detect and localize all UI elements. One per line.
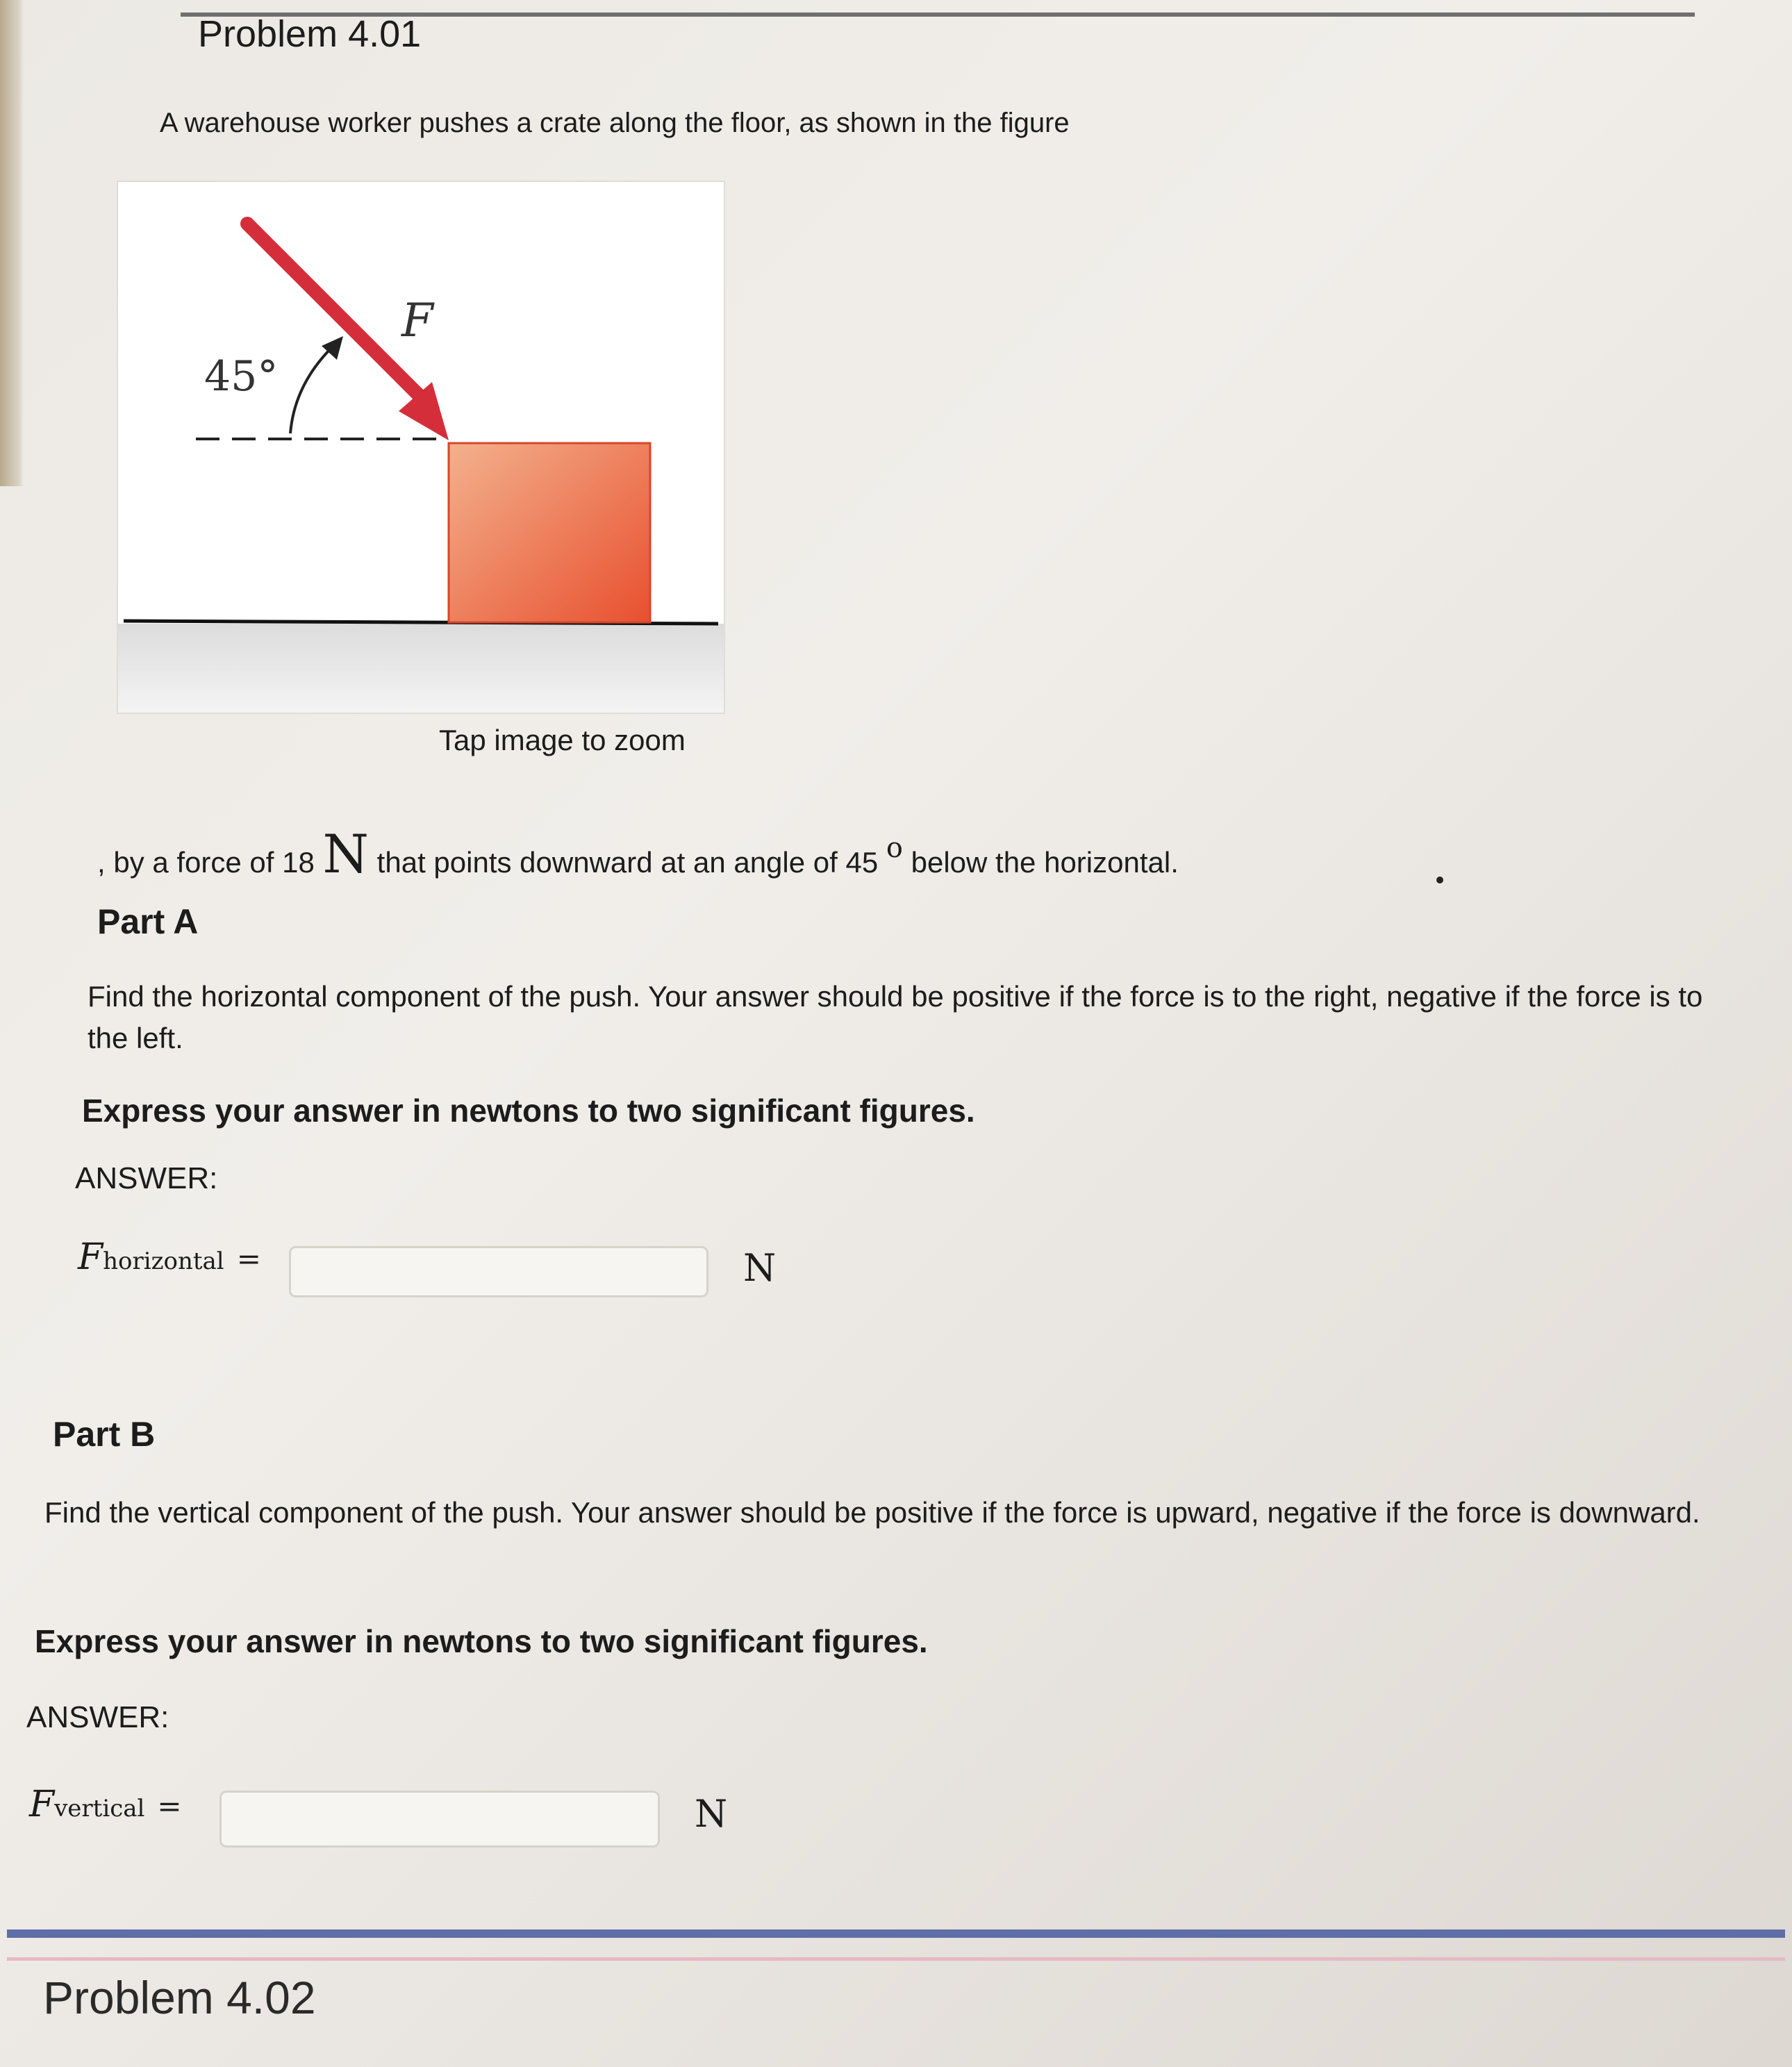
part-b-equals: = xyxy=(157,1789,182,1823)
part-b-subscript: vertical xyxy=(54,1795,145,1823)
problem-figure[interactable] xyxy=(117,181,725,714)
part-a-subscript: horizontal xyxy=(103,1247,224,1275)
part-b-instruction: Express your answer in newtons to two significant figures. xyxy=(35,1623,928,1659)
part-a-label: Part A xyxy=(97,902,199,941)
paper-edge xyxy=(0,0,24,486)
problem-intro: A warehouse worker pushes a crate along the floor, as shown in the figure xyxy=(160,108,1070,138)
floor-shading xyxy=(118,624,724,713)
part-b-answer-label: ANSWER: xyxy=(26,1700,169,1734)
statement-prefix: , by a force of 18 xyxy=(97,846,323,879)
angle-arc xyxy=(290,344,335,433)
force-label: F xyxy=(401,294,433,347)
part-a-unit: N xyxy=(743,1246,777,1290)
crate xyxy=(449,443,650,622)
crate-diagram xyxy=(118,182,724,713)
zoom-hint[interactable]: Tap image to zoom xyxy=(439,724,686,756)
part-b-unit: N xyxy=(695,1792,728,1836)
part-b-label: Part B xyxy=(53,1415,156,1454)
next-problem-title: Problem 4.02 xyxy=(43,1972,316,2023)
part-a-instruction: Express your answer in newtons to two significant figures. xyxy=(82,1093,975,1129)
part-a-answer-input[interactable] xyxy=(289,1246,708,1297)
stray-dot xyxy=(1436,877,1443,883)
part-b-answer-input[interactable] xyxy=(219,1791,660,1848)
part-b-equation xyxy=(29,1784,182,1825)
part-a-variable: F xyxy=(78,1236,103,1278)
part-a-equals: = xyxy=(236,1242,261,1276)
degree-symbol: o xyxy=(886,832,903,864)
angle-label: 45° xyxy=(204,352,279,401)
part-a-equation xyxy=(78,1236,261,1278)
problem-statement xyxy=(97,823,1179,885)
section-divider-accent xyxy=(7,1957,1785,1961)
part-b-question: Find the vertical component of the push. Your answer should be positive if the force is upward, negative if the force is downward. xyxy=(44,1496,1700,1529)
force-unit: N xyxy=(322,823,370,885)
part-a-question: Find the horizontal component of the push. Your answer should be positive if the force is to the right, negative if the force is to the left. xyxy=(88,980,1703,1054)
statement-suffix: below the horizontal. xyxy=(902,846,1179,879)
section-divider xyxy=(7,1929,1785,1938)
statement-middle: that points downward at an angle of 45 xyxy=(369,846,886,879)
part-a-answer-label: ANSWER: xyxy=(75,1161,218,1195)
problem-title: Problem 4.01 xyxy=(198,13,422,55)
part-b-variable: F xyxy=(29,1784,55,1825)
